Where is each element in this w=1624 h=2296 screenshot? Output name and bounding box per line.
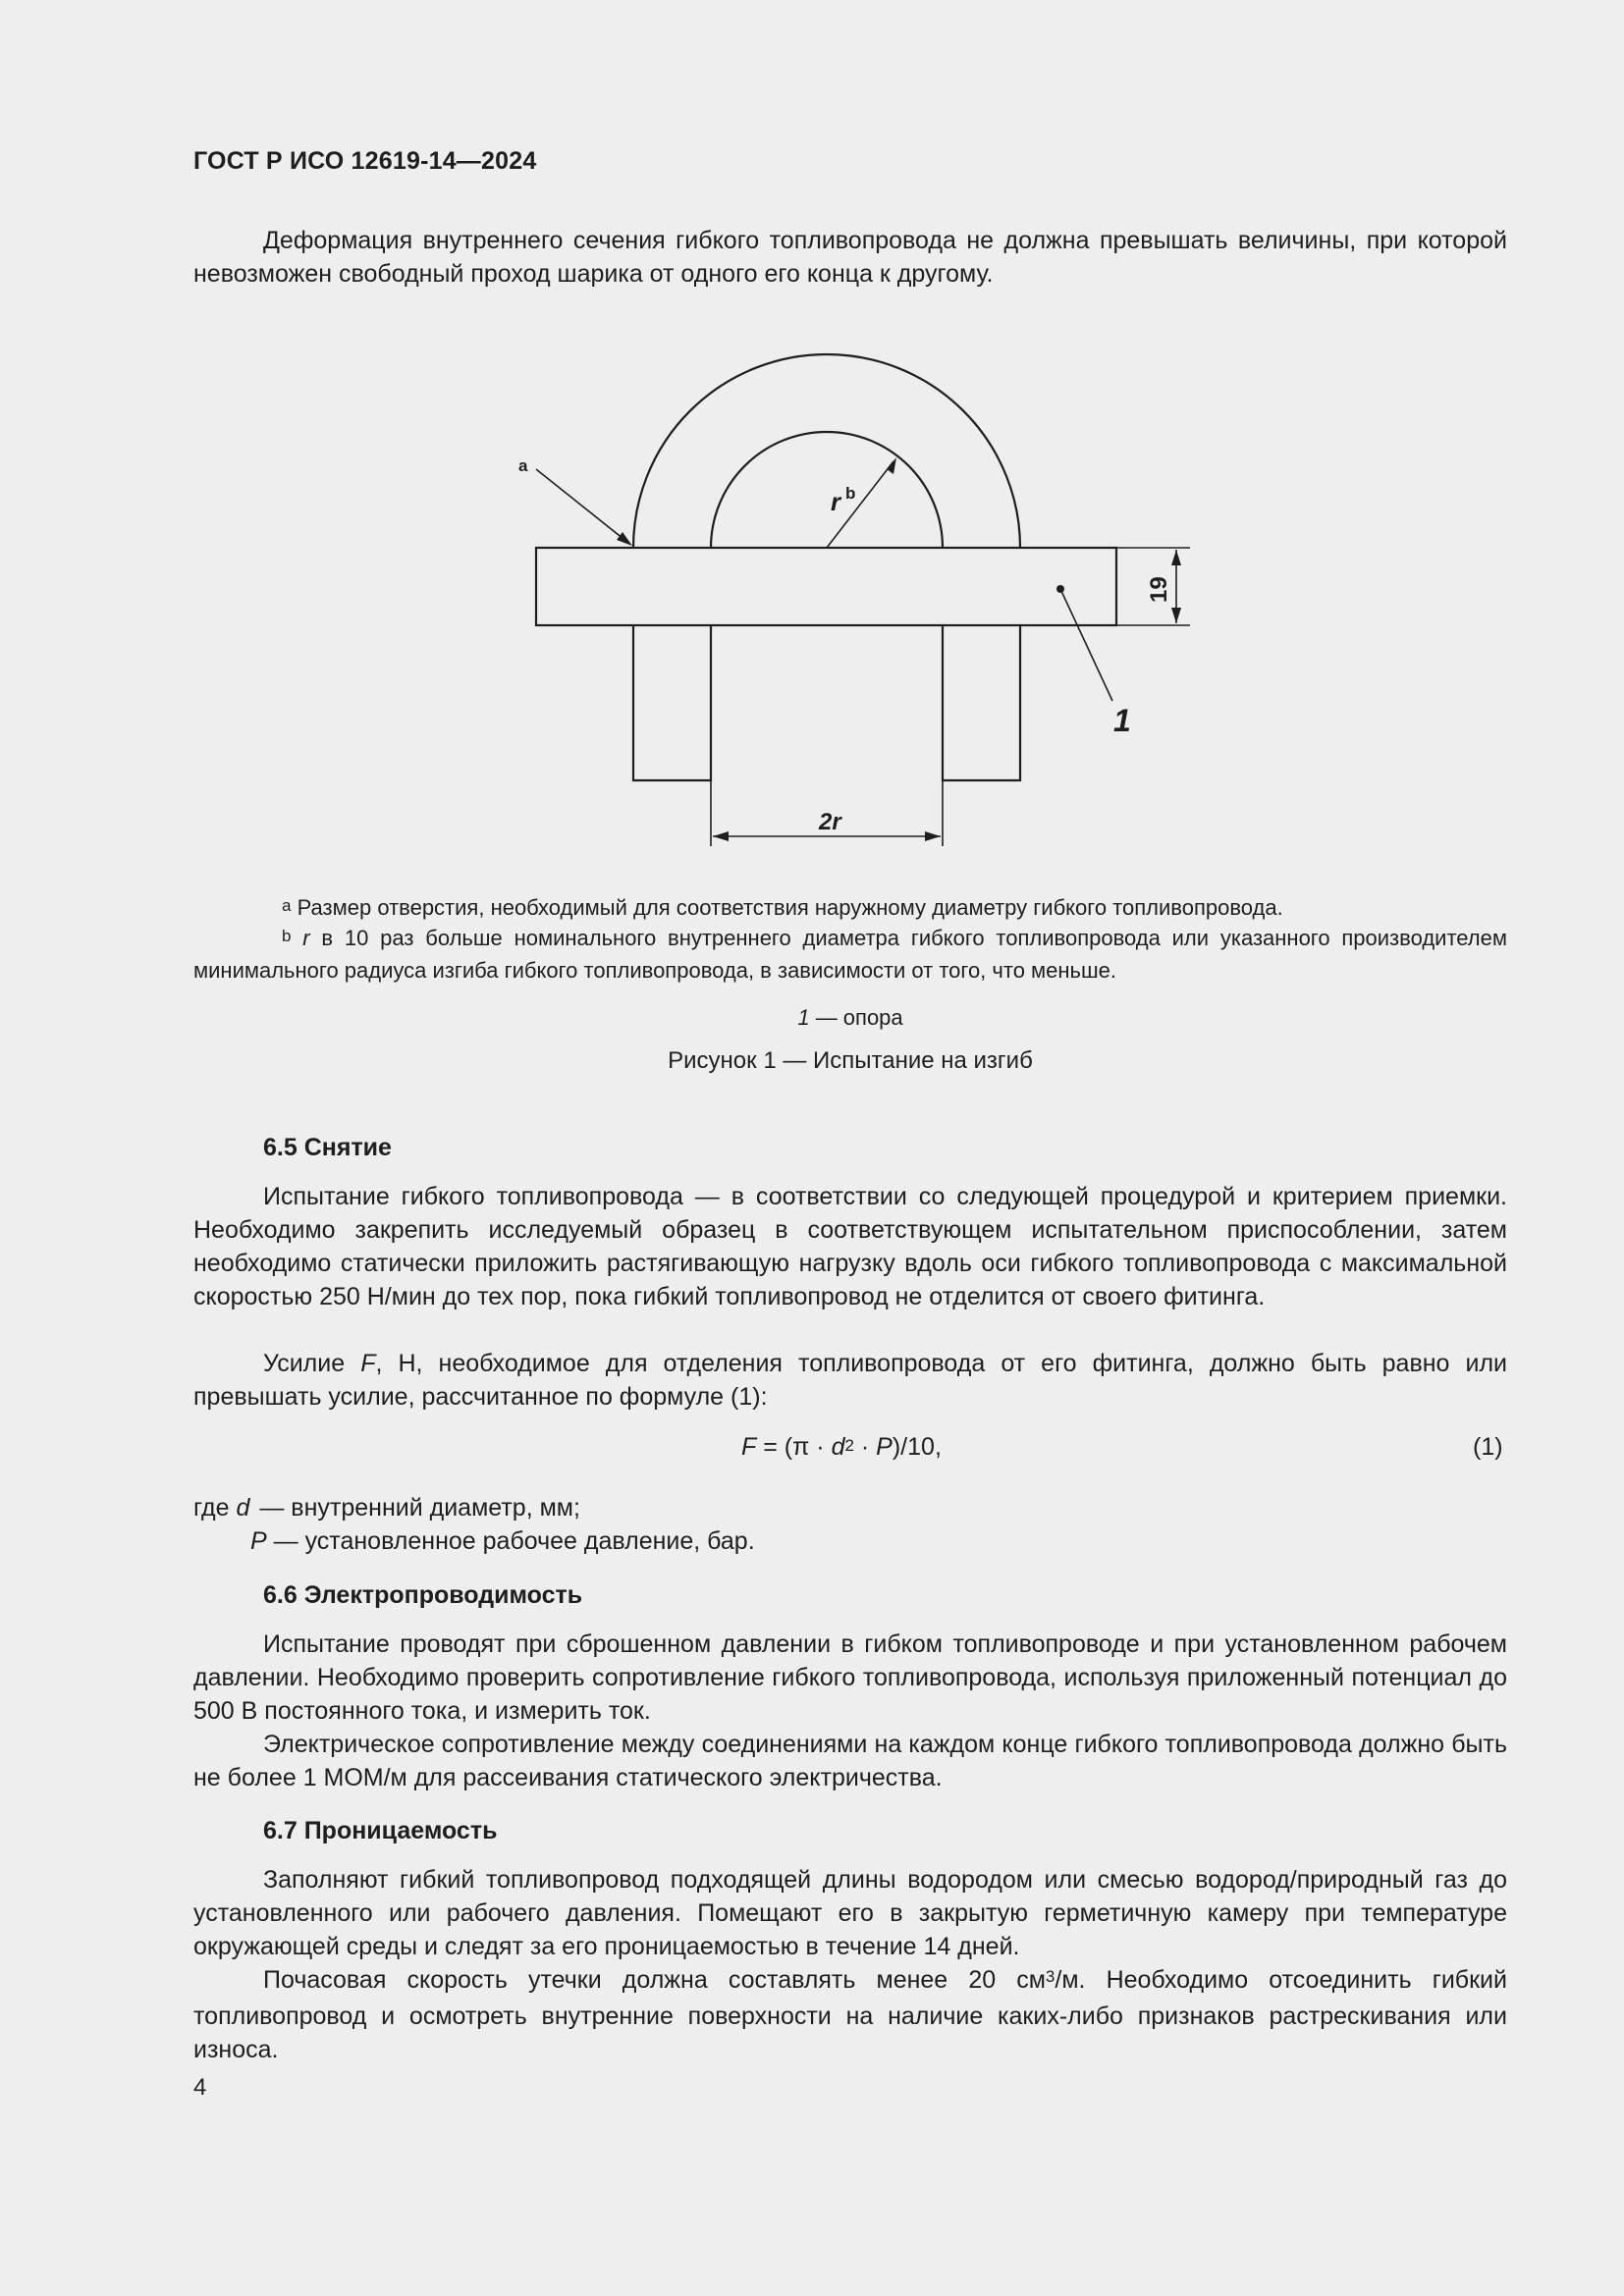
footnote-b-text: в 10 раз больше номинального внутреннего диаметра гибкого топливопровода или указанного производителем минимального радиуса изгиба гибкого топливопровода, в зависимости от того, что меньше. <box>193 926 1507 983</box>
where-P-line <box>250 1527 755 1556</box>
footnote-a <box>193 892 1507 925</box>
label-r-sup: b <box>845 484 856 503</box>
inner-arc <box>711 432 943 548</box>
arrow-19-bottom <box>1171 608 1181 623</box>
section-6-6-paragraph-2: Электрическое сопротивление между соединениями на каждом конце гибкого топливопровода должно быть не более 1 МОМ/м для рассеивания статического электричества. <box>193 1731 1507 1791</box>
p2-force-symbol: F <box>360 1350 376 1377</box>
support-dot <box>1056 585 1064 593</box>
formula-number: (1) <box>1473 1433 1503 1461</box>
where-P-symbol: P <box>250 1527 267 1555</box>
arrow-19-top <box>1171 550 1181 565</box>
footnote-b-mark: b <box>282 927 292 945</box>
leader-1 <box>1060 589 1112 701</box>
footnote-b-r: r <box>302 926 310 950</box>
arrow-a <box>617 532 632 546</box>
section-6-5-title: 6.5 Снятие <box>263 1134 392 1161</box>
bend-test-figure <box>491 324 1237 854</box>
where-d-text: — внутренний диаметр, мм; <box>259 1494 580 1522</box>
footnote-a-text: Размер отверстия, необходимый для соответствия наружному диаметру гибкого топливопровода. <box>297 895 1283 920</box>
section-6-6-title: 6.6 Электропроводимость <box>263 1581 583 1609</box>
formula-1 <box>741 1433 942 1462</box>
figure-caption: Рисунок 1 — Испытание на изгиб <box>668 1047 1033 1074</box>
section-6-7-paragraph-2 <box>193 1963 1507 2066</box>
formula-d: d <box>831 1433 845 1461</box>
figure-key <box>193 1005 1507 1031</box>
footnote-b <box>193 923 1507 986</box>
where-lead: где <box>193 1494 237 1522</box>
section-6-5-paragraph-2 <box>193 1347 1507 1414</box>
key-text: — опора <box>809 1005 903 1030</box>
left-leg <box>633 625 711 780</box>
p2-leak-rest: /м. Необходимо отсоединить гибкий топливопровод и осмотреть внутренние поверхности на наличие каких-либо признаков растрескивания или износа. <box>193 1966 1507 2063</box>
where-d-line <box>193 1494 580 1522</box>
p2-rest: , Н, необходимое для отделения топливопровода от его фитинга, должно быть равно или превышать усилие, рассчитанное по формуле (1): <box>193 1350 1508 1411</box>
formula-eq: = (π · <box>756 1433 832 1461</box>
leader-a <box>536 469 628 543</box>
unit-exponent: 3 <box>1045 1967 1056 1986</box>
support-plate <box>536 548 1116 625</box>
formula-P: P <box>876 1433 893 1461</box>
intro-paragraph: Деформация внутреннего сечения гибкого топливопровода не должна превышать величины, при которой невозможен свободный проход шарика от одного его конца к другому. <box>193 227 1507 288</box>
page-number: 4 <box>193 2074 207 2101</box>
section-6-7-paragraph-1: Заполняют гибкий топливопровод подходящей длины водородом или смесью водород/природный газ до установленного или рабочего давления. Помещают его в закрытую герметичную камеру при температуре окружающей среды и следят за его проницаемостью в течение 14 дней. <box>193 1866 1507 1960</box>
section-6-5-paragraph-1: Испытание гибкого топливопровода — в соответствии со следующей процедурой и критерием приемки. Необходимо закрепить исследуемый образец в соответствующем испытательном приспособлении, затем необходимо статически приложить растягивающую нагрузку вдоль оси гибкого топливопровода с максимальной скоростью 250 Н/мин до тех пор, пока гибкий топливопровод не отделится от своего фитинга. <box>193 1183 1507 1310</box>
formula-F: F <box>741 1433 757 1461</box>
formula-exponent: 2 <box>844 1436 854 1455</box>
document-header: ГОСТ Р ИСО 12619-14—2024 <box>193 147 537 175</box>
outer-arc <box>633 354 1020 548</box>
key-number: 1 <box>797 1005 810 1030</box>
arrow-radius <box>887 457 896 474</box>
section-6-6-paragraph-1: Испытание проводят при сброшенном давлении в гибком топливопроводе и при установленном рабочем давлении. Необходимо проверить сопротивление гибкого топливопровода, используя приложенный потенциал до 500 В постоянного тока, и измерить ток. <box>193 1630 1507 1725</box>
formula-end: )/10, <box>892 1433 942 1461</box>
arrow-2r-right <box>925 831 941 841</box>
arrow-2r-left <box>713 831 729 841</box>
footnote-a-mark: a <box>282 896 292 915</box>
p2-lead: Усилие <box>263 1350 361 1377</box>
where-P-text: — установленное рабочее давление, бар. <box>266 1527 755 1555</box>
right-leg <box>943 625 1020 780</box>
label-r: r <box>831 487 841 516</box>
label-2r: 2r <box>819 809 841 835</box>
formula-dot: · <box>853 1433 877 1461</box>
section-6-7-title: 6.7 Проницаемость <box>263 1817 498 1844</box>
label-a: a <box>518 456 528 475</box>
label-1: 1 <box>1113 703 1131 738</box>
where-d-symbol: d <box>236 1494 250 1522</box>
p2-leak-lead: Почасовая скорость утечки должна составлять менее 20 см <box>263 1966 1046 1994</box>
label-19: 19 <box>1146 576 1172 603</box>
